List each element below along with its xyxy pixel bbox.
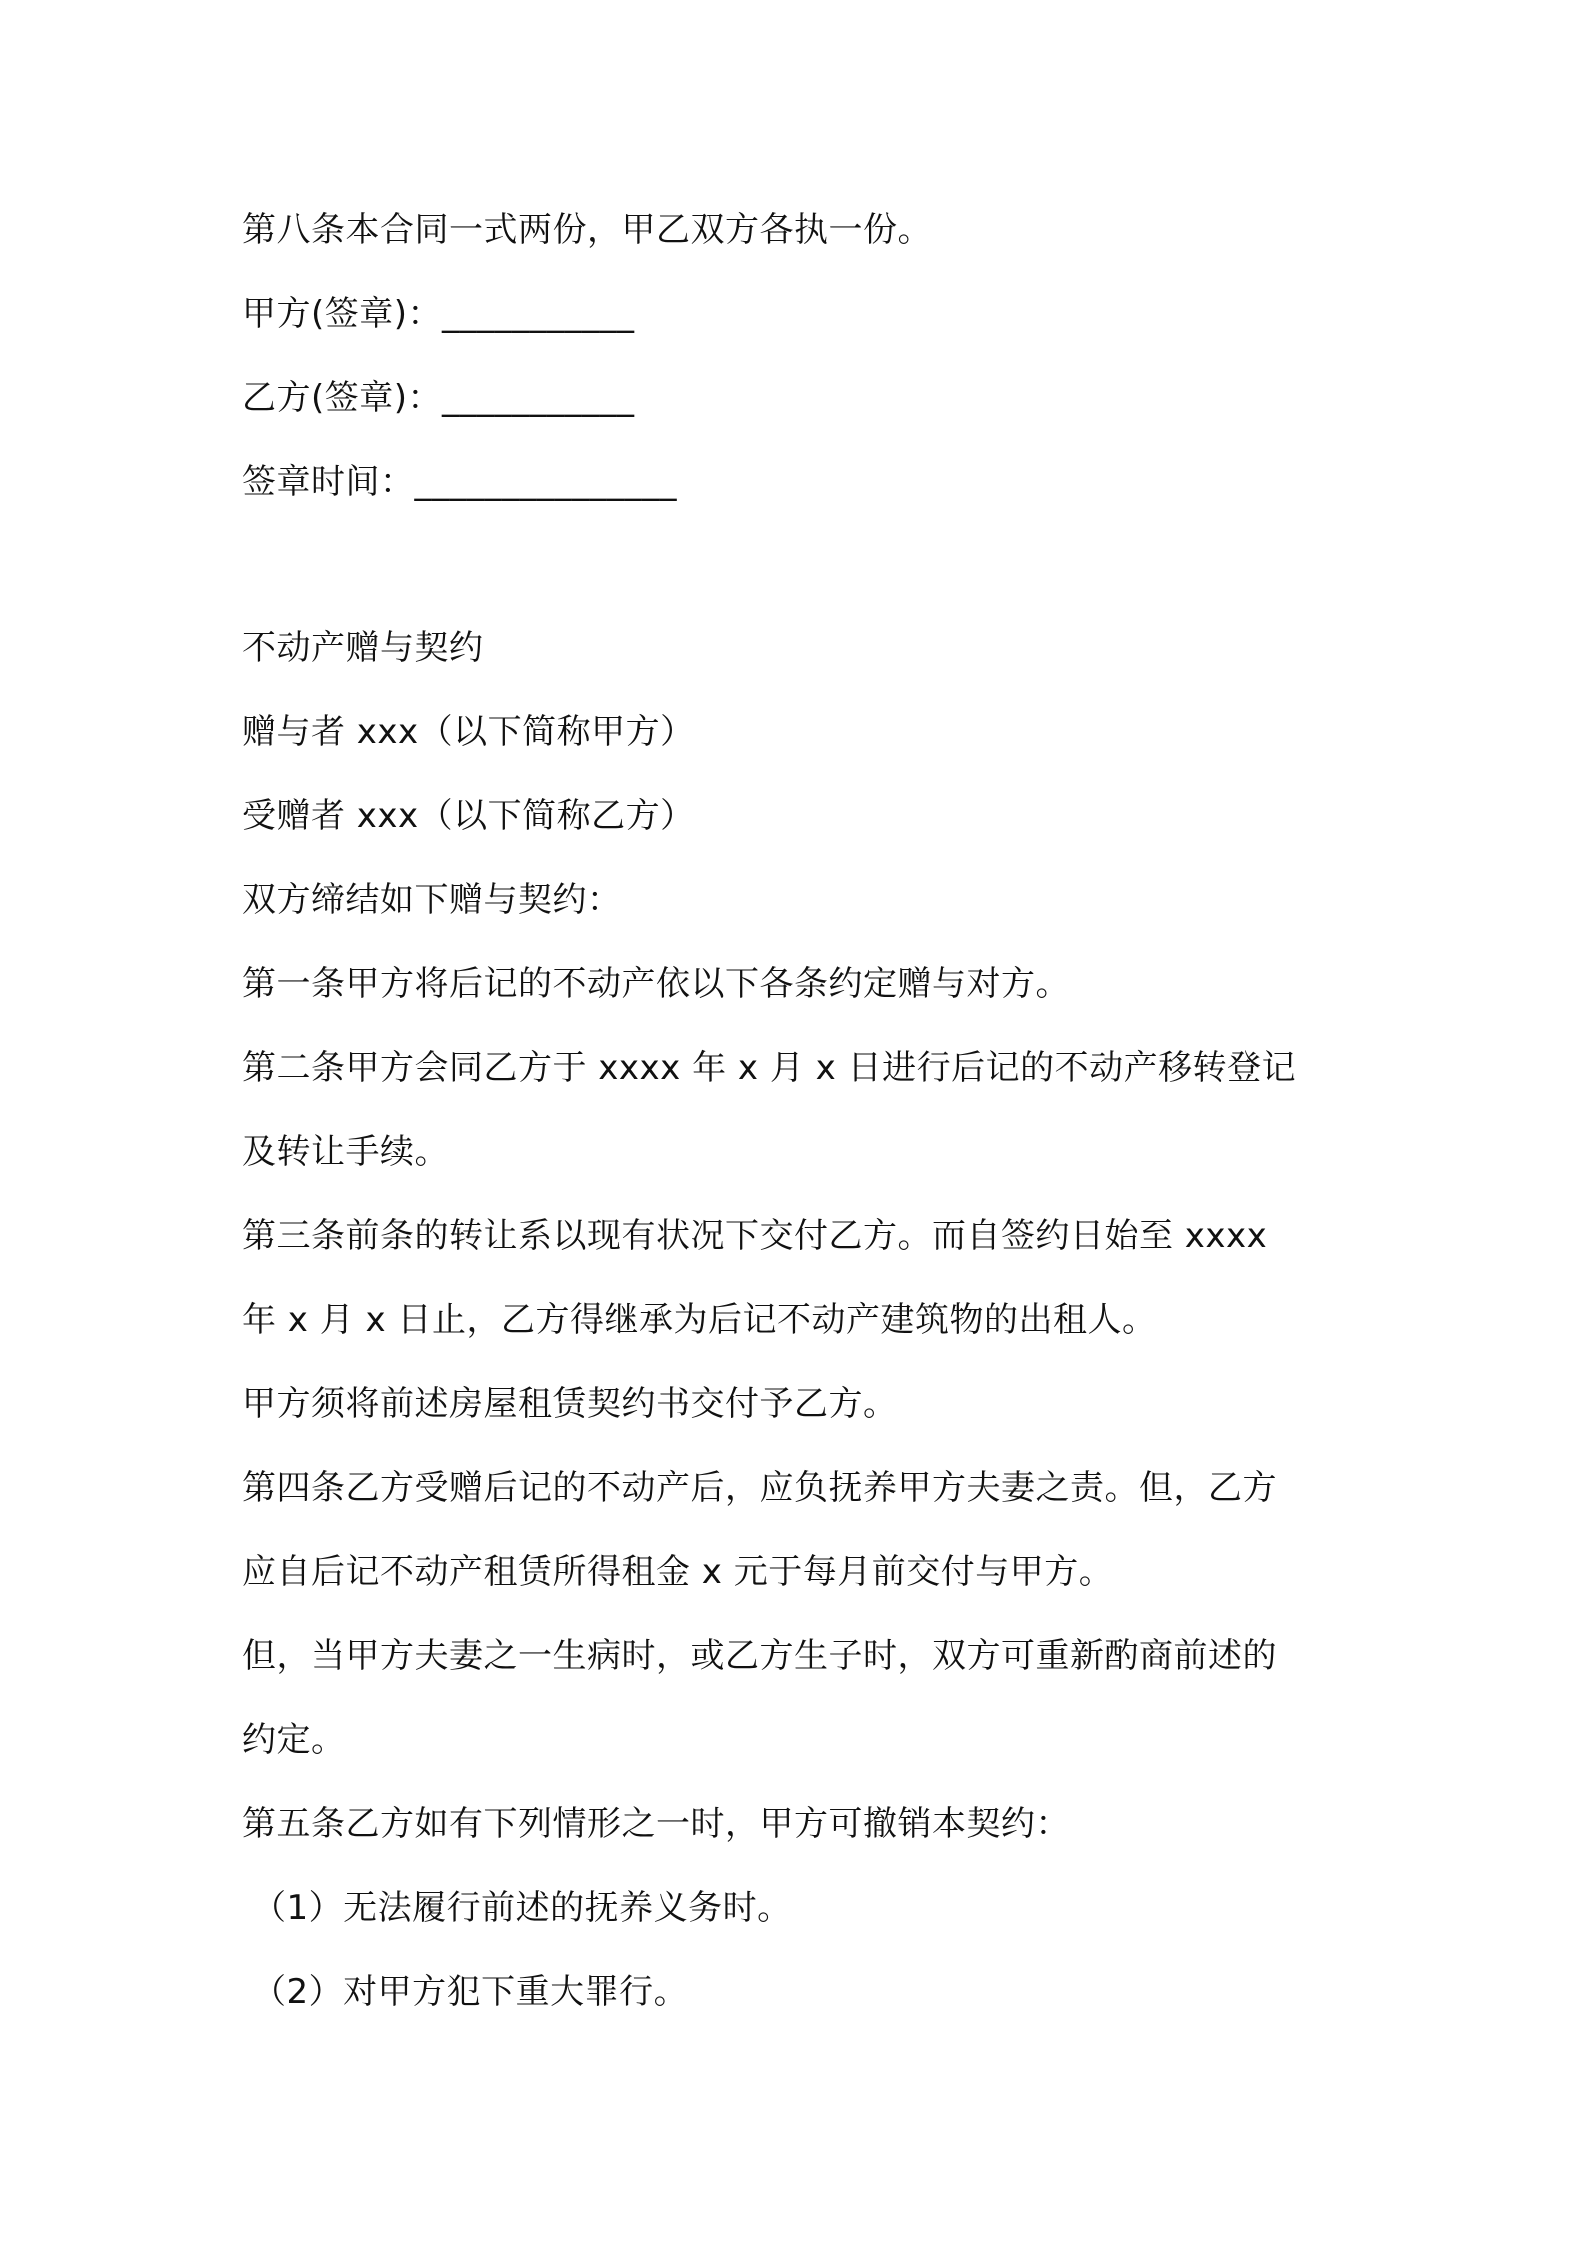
- agreement-intro: 双方缔结如下赠与契约：: [242, 880, 622, 920]
- article-5-item-1: （1）无法履行前述的抚养义务时。: [252, 1888, 792, 1928]
- article-5-text: 第五条乙方如有下列情形之一时，甲方可撤销本契约：: [242, 1804, 1070, 1844]
- article-3-text: 第三条前条的转让系以现有状况下交付乙方。而自签约日始至 xxxx: [242, 1216, 1268, 1256]
- article-2-text: 第二条甲方会同乙方于 xxxx 年 x 月 x 日进行后记的不动产移转登记: [242, 1048, 1297, 1088]
- signature-date-line: 签章时间：_______________: [242, 462, 677, 502]
- document-title: 不动产赠与契约: [242, 628, 484, 668]
- renegotiation-text: 但，当甲方夫妻之一生病时，或乙方生子时，双方可重新酌商前述的: [242, 1636, 1277, 1676]
- donee-line: 受赠者 xxx（以下简称乙方）: [242, 796, 695, 836]
- donor-line: 赠与者 xxx（以下简称甲方）: [242, 712, 695, 752]
- article-8-text: 第八条本合同一式两份，甲乙双方各执一份。: [242, 210, 932, 250]
- party-a-signature-line: 甲方(签章)：___________: [242, 294, 635, 334]
- article-3-text-continued: 年 x 月 x 日止，乙方得继承为后记不动产建筑物的出租人。: [242, 1300, 1157, 1340]
- article-5-item-2: （2）对甲方犯下重大罪行。: [252, 1972, 689, 2012]
- article-4-text-continued: 应自后记不动产租赁所得租金 x 元于每月前交付与甲方。: [242, 1552, 1114, 1592]
- party-b-signature-line: 乙方(签章)：___________: [242, 378, 635, 418]
- renegotiation-text-continued: 约定。: [242, 1720, 346, 1760]
- article-1-text: 第一条甲方将后记的不动产依以下各条约定赠与对方。: [242, 964, 1070, 1004]
- article-2-text-continued: 及转让手续。: [242, 1132, 449, 1172]
- article-4-text: 第四条乙方受赠后记的不动产后，应负抚养甲方夫妻之责。但，乙方: [242, 1468, 1277, 1508]
- lease-handover-text: 甲方须将前述房屋租赁契约书交付予乙方。: [242, 1384, 898, 1424]
